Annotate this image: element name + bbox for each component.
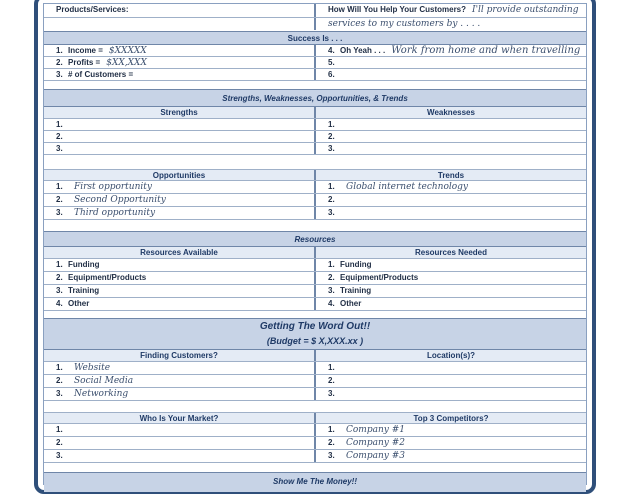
strength-2[interactable]	[44, 131, 314, 142]
resources-row	[44, 285, 586, 298]
item-number: 3.	[328, 389, 335, 398]
item-number: 6.	[328, 70, 335, 79]
item-label: Equipment/Products	[68, 273, 147, 282]
resources-sub	[44, 247, 586, 259]
swot-band	[44, 89, 586, 107]
success-item-3[interactable]	[44, 69, 314, 80]
products-field-cont	[44, 18, 314, 30]
help-value-1: I'll provide outstanding	[472, 5, 579, 15]
item-value: First opportunity	[74, 182, 152, 192]
success-item-1[interactable]	[44, 45, 314, 56]
item-number: 3.	[328, 144, 335, 153]
item-number: 3.	[328, 451, 335, 460]
resources-row	[44, 272, 586, 285]
item-value: Networking	[74, 389, 129, 399]
item-number: 4.	[328, 299, 335, 308]
help-field-cont	[314, 18, 586, 30]
success-item-2[interactable]	[44, 57, 314, 68]
help-field[interactable]	[314, 4, 586, 17]
item-number: 3.	[56, 451, 63, 460]
item-number: 2.	[56, 438, 63, 447]
item-number: 5.	[328, 58, 335, 67]
available-header: Resources Available	[140, 248, 218, 257]
opportunity-3[interactable]	[44, 207, 314, 219]
available-1[interactable]	[44, 259, 314, 271]
finding-2[interactable]	[44, 375, 314, 387]
item-number: 1.	[56, 425, 63, 434]
word-row	[44, 362, 586, 375]
strength-1[interactable]	[44, 119, 314, 130]
ot-row	[44, 181, 586, 194]
help-label: How Will You Help Your Customers?	[328, 5, 467, 14]
market-3[interactable]	[44, 450, 314, 462]
item-number: 1.	[328, 120, 335, 129]
item-value: Company #1	[346, 425, 405, 435]
form-inner	[43, 3, 587, 485]
item-label: Equipment/Products	[340, 273, 419, 282]
ot-row	[44, 207, 586, 220]
strength-3[interactable]	[44, 143, 314, 154]
item-number: 1.	[328, 260, 335, 269]
success-title: Success Is . . .	[287, 34, 343, 43]
item-number: 3.	[56, 70, 63, 79]
resources-band	[44, 231, 586, 247]
success-row-3	[44, 69, 586, 81]
swot-row	[44, 143, 586, 155]
weakness-3[interactable]	[314, 143, 586, 154]
competitor-3[interactable]	[314, 450, 586, 462]
finding-header: Finding Customers?	[140, 351, 218, 360]
item-value: $XX,XXX	[106, 58, 147, 68]
item-value: Website	[74, 363, 111, 373]
swot-title: Strengths, Weaknesses, Opportunities, & Trends	[222, 94, 408, 103]
available-4[interactable]	[44, 298, 314, 310]
word-row	[44, 388, 586, 401]
available-3[interactable]	[44, 285, 314, 297]
top-row-2	[44, 18, 586, 30]
swot-sub-2	[44, 169, 586, 181]
swot-row	[44, 119, 586, 131]
item-label: Training	[68, 286, 100, 295]
location-3[interactable]	[314, 388, 586, 400]
market-header: Who Is Your Market?	[139, 414, 219, 423]
item-value: Company #2	[346, 438, 405, 448]
item-label: Oh Yeah . . .	[340, 46, 386, 55]
success-band	[44, 31, 586, 45]
finding-3[interactable]	[44, 388, 314, 400]
ot-row	[44, 194, 586, 207]
trend-3[interactable]	[314, 207, 586, 219]
word-band	[44, 318, 586, 350]
item-number: 1.	[56, 120, 63, 129]
item-value: Third opportunity	[74, 208, 156, 218]
item-number: 2.	[56, 195, 63, 204]
item-number: 4.	[56, 299, 63, 308]
item-value: $XXXXX	[108, 46, 147, 56]
item-number: 2.	[328, 376, 335, 385]
item-label: Funding	[68, 260, 100, 269]
opportunities-header: Opportunities	[152, 171, 206, 180]
swot-row	[44, 131, 586, 143]
needed-2[interactable]	[314, 272, 586, 284]
item-number: 2.	[56, 273, 63, 282]
market-row	[44, 437, 586, 450]
success-item-4[interactable]	[314, 45, 586, 56]
success-item-5[interactable]	[314, 57, 586, 68]
resources-row	[44, 259, 586, 272]
needed-3[interactable]	[314, 285, 586, 297]
success-row-2	[44, 57, 586, 69]
opportunity-2[interactable]	[44, 194, 314, 206]
item-value: Social Media	[74, 376, 134, 386]
needed-4[interactable]	[314, 298, 586, 310]
trend-2[interactable]	[314, 194, 586, 206]
item-number: 1.	[328, 425, 335, 434]
market-row	[44, 424, 586, 437]
budget-text: (Budget = $ X,XXX.xx )	[266, 336, 364, 346]
item-number: 3.	[328, 286, 335, 295]
item-number: 1.	[56, 363, 63, 372]
market-2[interactable]	[44, 437, 314, 449]
item-value: Second Opportunity	[74, 195, 166, 205]
word-row	[44, 375, 586, 388]
competitor-1[interactable]	[314, 424, 586, 436]
word-sub-1	[44, 350, 586, 362]
finding-1[interactable]	[44, 362, 314, 374]
money-title: Show Me The Money!!	[273, 477, 357, 486]
weakness-1[interactable]	[314, 119, 586, 130]
item-number: 4.	[328, 46, 335, 55]
success-item-6[interactable]	[314, 69, 586, 80]
market-1[interactable]	[44, 424, 314, 436]
opportunity-1[interactable]	[44, 181, 314, 193]
item-number: 1.	[328, 363, 335, 372]
needed-header: Resources Needed	[314, 247, 586, 258]
location-header: Location(s)?	[314, 350, 586, 361]
item-number: 2.	[328, 132, 335, 141]
weakness-2[interactable]	[314, 131, 586, 142]
needed-1[interactable]	[314, 259, 586, 271]
item-number: 2.	[328, 438, 335, 447]
strengths-header: Strengths	[160, 108, 198, 117]
item-label: Other	[68, 299, 90, 308]
item-number: 3.	[56, 144, 63, 153]
item-number: 2.	[328, 273, 335, 282]
swot-sub-1	[44, 107, 586, 119]
item-number: 1.	[56, 182, 63, 191]
business-plan-form	[34, 0, 596, 494]
item-label: Income =	[68, 46, 103, 55]
item-number: 1.	[328, 182, 335, 191]
item-value: Company #3	[346, 451, 405, 461]
item-label: Other	[340, 299, 362, 308]
trends-header: Trends	[314, 170, 586, 180]
money-band	[44, 472, 586, 492]
competitor-2[interactable]	[314, 437, 586, 449]
item-number: 2.	[56, 58, 63, 67]
item-number: 1.	[56, 46, 63, 55]
item-label: Training	[340, 286, 372, 295]
item-label: # of Customers =	[68, 70, 134, 79]
products-label: Products/Services:	[56, 5, 129, 14]
competitors-header: Top 3 Competitors?	[314, 413, 586, 423]
success-row-1	[44, 45, 586, 57]
item-number: 3.	[328, 208, 335, 217]
word-sub-2	[44, 412, 586, 424]
word-title: Getting The Word Out!!	[259, 321, 371, 332]
item-number: 2.	[328, 195, 335, 204]
item-value: Global internet technology	[346, 182, 469, 192]
weaknesses-header: Weaknesses	[314, 107, 586, 118]
products-field[interactable]	[44, 4, 314, 17]
item-value: Work from home and when travelling	[391, 45, 581, 56]
available-2[interactable]	[44, 272, 314, 284]
help-value-2: services to my customers by . . . .	[328, 19, 481, 29]
item-number: 3.	[56, 389, 63, 398]
location-2[interactable]	[314, 375, 586, 387]
item-number: 3.	[56, 286, 63, 295]
item-number: 3.	[56, 208, 63, 217]
top-row	[44, 4, 586, 18]
item-label: Funding	[340, 260, 372, 269]
resources-row	[44, 298, 586, 311]
resources-title: Resources	[294, 235, 336, 244]
trend-1[interactable]	[314, 181, 586, 193]
item-number: 2.	[56, 376, 63, 385]
market-row	[44, 450, 586, 463]
item-label: Profits =	[68, 58, 101, 67]
item-number: 2.	[56, 132, 63, 141]
item-number: 1.	[56, 260, 63, 269]
location-1[interactable]	[314, 362, 586, 374]
